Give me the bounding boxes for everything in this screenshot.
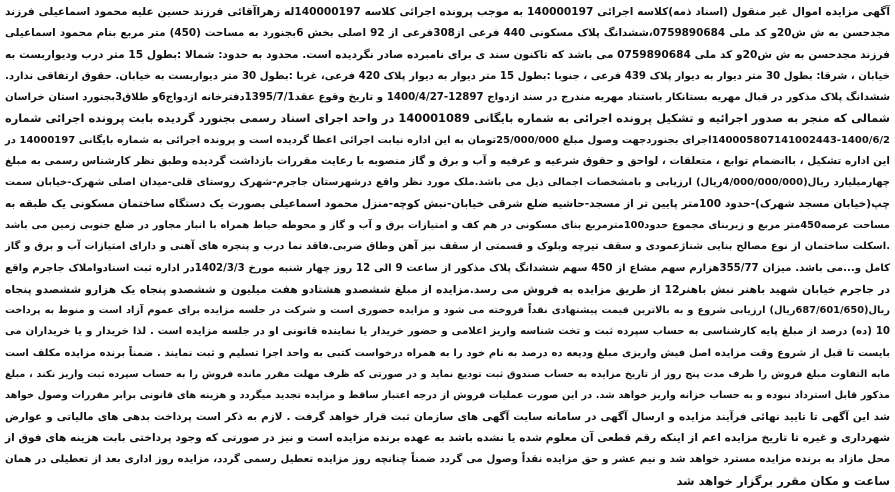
notice-line-5: ششدانگ پلاک مذکور در قبال مهریه بستانکار باستناد مهریه مندرج در سند ازدواج 12897-1400/4/27 و تاریخ وقوع عقد1395/7/1دفترخانه ازدواج6و طلاق3بجنورد استان خراسان	[5, 92, 890, 104]
notice-line-21: شهرداری و غیره تا تاریخ مزایده اعم از اینکه رقم قطعی آن معلوم شده یا نشده باشد به عهده برنده مزایده است و نیز در صورتی که وجود پرداختی بابت هزینه های فوق از	[5, 431, 890, 444]
notice-line-7: 140005807141002443-1400/6/2اجرای بجنوردجهت وصول مبلغ 25/000/000تومان به این اداره نیابت اجرائی اعطا گردیده است و پرونده اجرائی به شماره بایگانی 14000197 در	[5, 134, 891, 146]
notice-line-17: بایست تا قبل از شروع وقت مزایده اصل فیش واریزی مبلغ ودیعه ده درصد به نام خود را به همراه درخواست کتبی به واحد اجرا تسلیم و ثبت نمایند . ضمناً برنده مزایده مکلف است	[5, 347, 890, 359]
notice-line-14: در جاجرم خیابان شهید باهنر نبش باهنر12 از طریق مزایده به فروش می رسد.مزایده از مبلغ ششصدو هشتادو هفت میلیون و ششصدو پنجاه یک هزارو ششصدو پنجاه	[5, 282, 890, 296]
notice-line-22: محل مازاد به برنده مزایده مسترد خواهد شد و نیم عشر و حق مزایده نقداً وصول می گردد ضمناً چنانچه روز مزایده تعطیل رسمی گردد، مزایده روز اداری بعد از تعطیلی در همان	[5, 454, 890, 466]
notice-line-6: شمالی که منجر به صدور اجرائیه و تشکیل پرونده اجرائی به شماره بایگانی 140001089 در واحد اجرای اسناد رسمی بجنورد گردیده بابت پرونده اجرائی شماره	[5, 111, 891, 126]
notice-line-12: .اسکلت ساختمان از نوع مصالح بنایی شناژعمودی و سقف تیرچه وبلوک و قسمتی از سقف نیز آهن وطاق ضربی.فاقد نما درب و پنجره های آهنی و دارای امتیازات آب و برق و گاز	[5, 241, 890, 253]
notice-line-13: کامل و...می باشد. میزان 355/77هزارم سهم مشاع از 450 سهم ششدانگ پلاک مذکور از ساعت 9 الی 12 روز چهار شنبه مورخ 1402/3/3در اداره ثبت اسنادواملاک جاجرم واقع	[5, 262, 890, 274]
notice-line-1: آگهی مزایده اموال غیر منقول (اسناد ذمه)کلاسه اجرائی 140000197 به موجب پرونده اجرائی کلاسه 140000197له زهراآقائی فرزند حسین علیه محمود اسماعیلی فرزند	[5, 6, 890, 18]
notice-line-8: این اداره تشکیل ، باانضمام توابع ، متعلقات ، لواحق و حقوق شرعیه و عرفیه و آب و برق و گاز منصوبه با رعایت مقررات بازداشت گردیده وطبق نظر کارشناس رسمی به مبلغ	[5, 155, 890, 168]
notice-line-16: 10 (ده) درصد از مبلغ پایه کارشناسی به حساب سپرده ثبت و تخت شناسه واریز اعلامی و حضور خریدار یا نماینده قانونی او در جلسه مزایده است . لذا خریدار و یا خریداران می	[5, 326, 890, 338]
notice-line-18: مابه التفاوت مبلغ فروش را ظرف مدت پنج روز از تاریخ مزایده به حساب صندوق ثبت تودیع نماید و در صورتی که ظرف مهلت مقرر مانده فروش را به حساب سپرده ثبت واریز نکند ، مبلغ	[5, 369, 890, 381]
notice-line-11: مساحت عرصه450متر مربع و زیربنای مجموع حدود100مترمربع بنای مسکونی در هم کف و امتیازات برق و آب و گاز و محوطه حیاط همراه با انبار مجاور در ضلع جنوبی زمین می باشد	[5, 219, 890, 231]
notice-line-19: مذکور قابل استرداد نبوده و به حساب خزانه واریز خواهد شد. در این صورت عملیات فروش از درجه اعتبار ساقط و مزایده تجدید میگردد و هزینه های قانونی برابر مقررات وصول خواهد	[5, 390, 890, 402]
notice-line-20: شد این آگهی تا تایید نهائی فرآیند مزایده و ارسال آگهی در سامانه سایت آگهی های سازمان ثبت قرار خواهد گرفت . لازم به ذکر است پرداخت بدهی های مالیاتی و عوارض	[5, 410, 890, 423]
notice-line-10: چپ(خیابان مسجد شهرک)-حدود 100متر پایین تر از مسجد-حاشیه ضلع شرقی خیابان-نبش کوچه-منزل محمود اسماعیلی بصورت یک دستگاه ساختمان مسکونی یک طبقه به	[5, 197, 890, 210]
notice-line-9: چهارمیلیارد ریال(4/000/000/000ریال) ارزیابی و بامشخصات اجمالی ذیل می باشد.ملک مورد نظر واقع درشهرستان جاجرم-شهرک روستای قلی-میدان اصلی شهرک-خیابان سمت	[5, 177, 890, 189]
notice-line-4: خیابان ، شرقا: بطول 30 متر دیوار به دیوار پلاک 439 فرعی ، جنوبا :بطول 15 متر دیوار به دیوار پلاک 420 فرعی، غربا :بطول 30 متر دیواربست به خیابان. حقوق ارتفاقی ندارد.	[5, 70, 890, 82]
notice-line-2: مجدحسن به ش ش20و کد ملی 0759890684،ششدانگ پلاک مسکونی 440 فرعی از308فرعی از 92 اصلی بخش 6بجنورد به مساحت (450) متر مربع بنام محمود اسماعیلی	[5, 27, 891, 40]
notice-line-3: فرزند مجدحسن به ش ش20و کد ملی 0759890684 می باشد که تاکنون سند ی برای نامبرده صادر نگردیده است. محدود به حدود: شمالا :بطول 15 متر درب ودیواربست به	[5, 48, 890, 61]
notice-line-23: ساعت و مکان مقرر برگزار خواهد شد	[676, 473, 890, 488]
notice-line-15: ریال(687/601/650ریال) ارزیابی شروع و به بالاترین قیمت پیشنهادی نقداً فروخته می شود و مزایده حضوری است و شرکت در جلسه مزایده برای عموم آزاد است و منوط به پرداخت	[5, 305, 890, 317]
